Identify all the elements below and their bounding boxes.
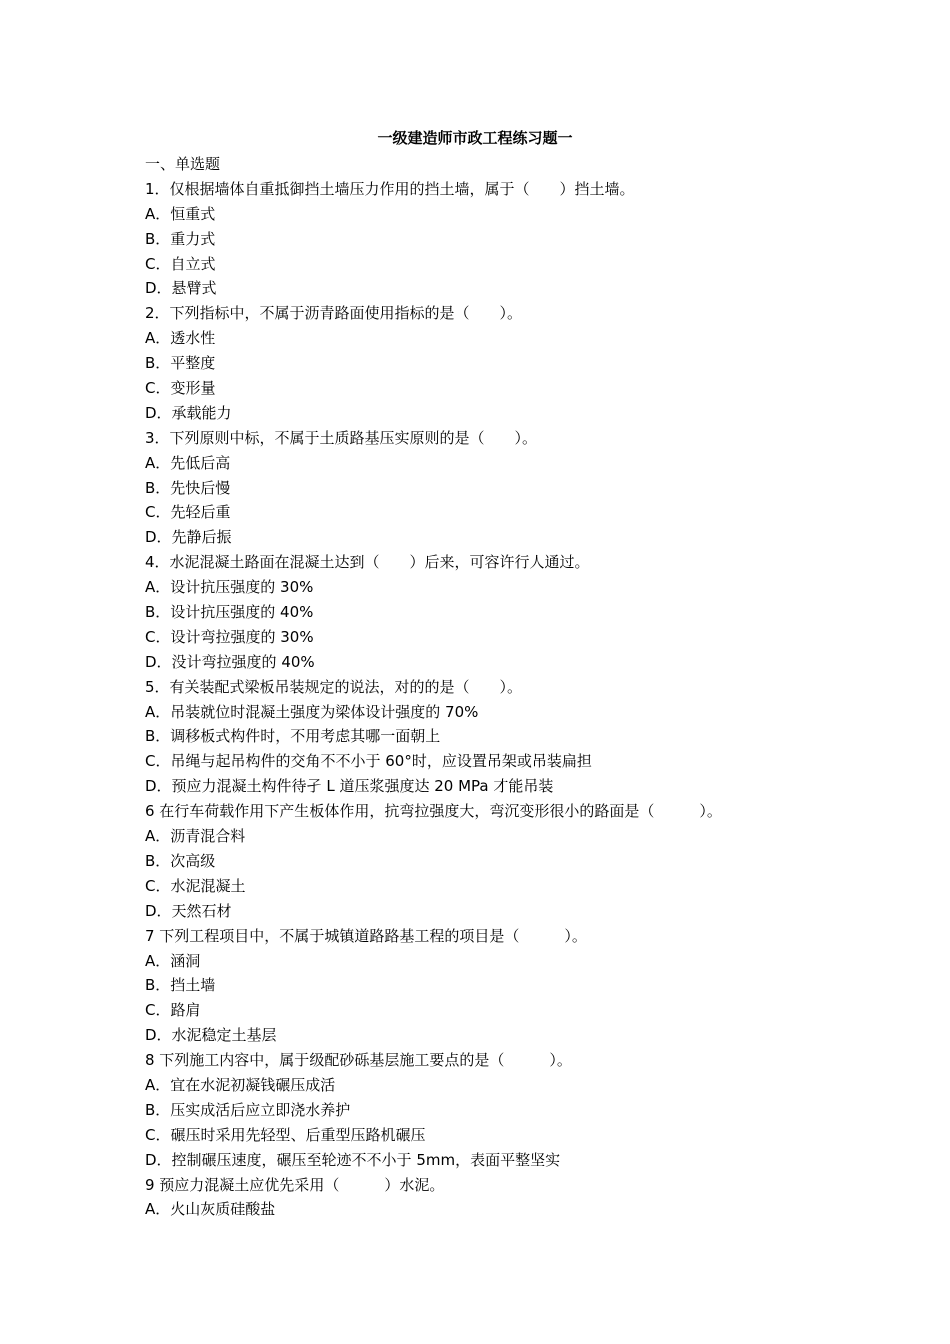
option-3a: A．先低后高 xyxy=(145,453,231,472)
option-1b: B．重力式 xyxy=(145,229,216,248)
option-6a: A．沥青混合料 xyxy=(145,827,246,846)
section-heading: 一、单选题 xyxy=(145,155,221,173)
option-3c: C．先轻后重 xyxy=(145,503,231,522)
option-5d: D．预应力混凝土构件待孑 L 道压浆强度达 20 MPa 才能吊装 xyxy=(145,777,554,796)
option-3b: B．先快后慢 xyxy=(145,478,231,497)
option-2b: B．平整度 xyxy=(145,354,216,373)
question-stem-7: 7 下列工程项目中，不属于城镇道路路基工程的项目是（ ）。 xyxy=(145,926,587,945)
option-6b: B．次高级 xyxy=(145,851,216,870)
option-2c: C．变形量 xyxy=(145,379,216,398)
option-8c: C．碾压时采用先轻型、后重型压路机碾压 xyxy=(145,1125,426,1144)
option-8b: B．压实成活后应立即浇水养护 xyxy=(145,1100,351,1119)
option-9a: A．火山灰质硅酸盐 xyxy=(145,1200,276,1219)
option-4d: D．没计弯拉强度的 40% xyxy=(145,652,315,671)
option-8a: A．宜在水泥初凝钱碾压成活 xyxy=(145,1075,336,1094)
question-stem-5: 5．有关装配式梁板吊装规定的说法，对的的是（ ）。 xyxy=(145,677,523,696)
option-2a: A．透水性 xyxy=(145,329,216,348)
document-body xyxy=(145,152,845,1222)
option-6c: C．水泥混凝土 xyxy=(145,876,246,895)
option-7d: D．水泥稳定土基层 xyxy=(145,1026,277,1045)
question-stem-3: 3．下列原则中标，不属于土质路基压实原则的是（ ）。 xyxy=(145,428,538,447)
option-1d: D．悬臂式 xyxy=(145,279,217,298)
option-1a: A．恒重式 xyxy=(145,204,216,223)
option-6d: D．天然石材 xyxy=(145,901,232,920)
option-7b: B．挡土墙 xyxy=(145,976,216,995)
option-1c: C．自立式 xyxy=(145,254,216,273)
option-4c: C．设计弯拉强度的 30% xyxy=(145,627,314,646)
option-7a: A．涵洞 xyxy=(145,951,201,970)
option-4b: B．设计抗压强度的 40% xyxy=(145,603,314,622)
option-7c: C．路肩 xyxy=(145,1001,201,1020)
question-stem-8: 8 下列施工内容中，属于级配砂砾基层施工要点的是（ ）。 xyxy=(145,1051,572,1070)
question-stem-2: 2．下列指标中，不属于沥青路面使用指标的是（ ）。 xyxy=(145,304,523,323)
question-stem-4: 4．水泥混凝土路面在混凝土达到（ ）后来，可容许行人通过。 xyxy=(145,553,590,572)
option-5a: A．吊装就位时混凝土强度为梁体设计强度的 70% xyxy=(145,702,479,721)
document-title: 一级建造师市政工程练习题一 xyxy=(377,129,573,147)
option-8d: D．控制碾压速度，碾压至轮迹不不小于 5mm，表面平整坚实 xyxy=(145,1150,561,1169)
option-4a: A．设计抗压强度的 30% xyxy=(145,578,314,597)
question-stem-6: 6 在行车荷载作用下产生板体作用，抗弯拉强度大，弯沉变形很小的路面是（ ）。 xyxy=(145,802,722,821)
option-3d: D．先静后振 xyxy=(145,528,232,547)
option-5b: B．调移板式构件时，不用考虑其哪一面朝上 xyxy=(145,727,441,746)
option-5c: C．吊绳与起吊构件的交角不不小于 60°时，应设置吊架或吊装扁担 xyxy=(145,752,592,771)
question-stem-1: 1．仅根据墙体自重抵御挡土墙压力作用的挡土墙，属于（ ）挡土墙。 xyxy=(145,179,635,198)
option-2d: D．承载能力 xyxy=(145,403,232,422)
question-stem-9: 9 预应力混凝土应优先采用（ ）水泥。 xyxy=(145,1175,445,1194)
